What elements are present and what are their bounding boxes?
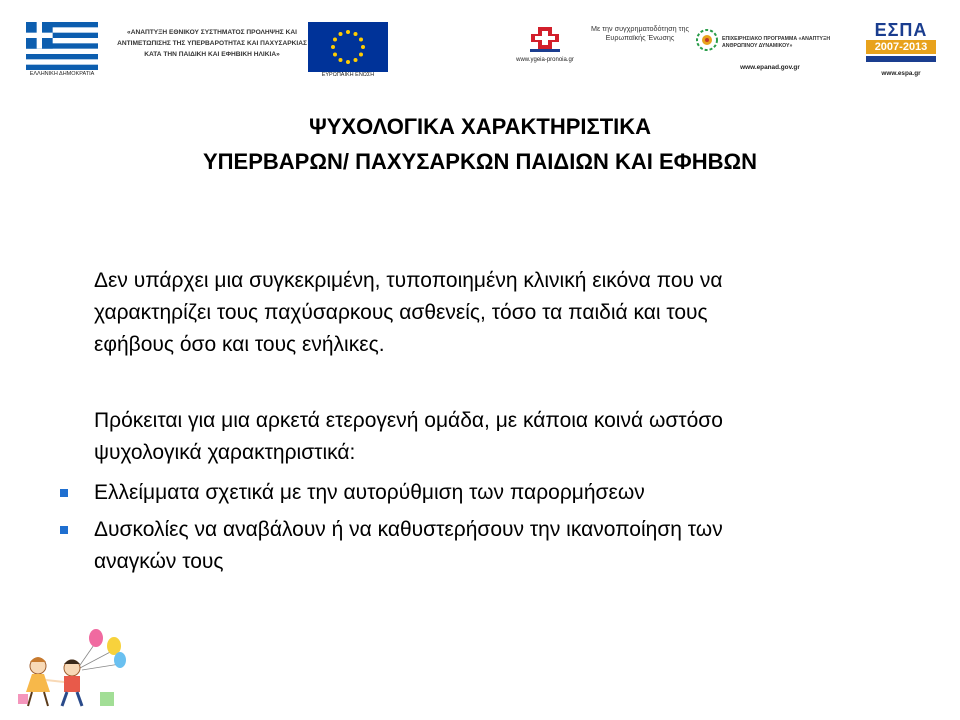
slide-title-line-2: ΥΠΕΡΒΑΡΩΝ/ ΠΑΧΥΣΑΡΚΩΝ ΠΑΙΔΙΩΝ ΚΑΙ ΕΦΗΒΩΝ [202,149,757,174]
traits-paragraph-line-2: ψυχολογικά χαρακτηριστικά: [94,441,356,464]
bullet-square-icon [60,489,68,497]
children-balloons-illustration [16,628,128,710]
eu-cofunding-text: Με την συγχρηματοδότηση της Ευρωπαϊκής Ένωσης [591,24,689,42]
traits-paragraph [94,405,914,469]
hrd-program-text: ΕΠΙΧΕΙΡΗΣΙΑΚΟ ΠΡΟΓΡΑΜΜΑ «ΑΝΑΠΤΥΞΗ ΑΝΘΡΩΠΙΝΟΥ ΔΥΝΑΜΙΚΟΥ» [722,36,831,49]
bullet-text-line-1: Δυσκολίες να αναβάλουν ή να καθυστερήσουν την ικανοποίηση των [94,518,723,541]
hrd-program-url: www.epanad.gov.gr [740,64,800,71]
eu-flag-caption: ΕΥΡΩΠΑΪΚΗ ΕΝΩΣΗ [321,72,375,78]
sponsor-logo-bar [0,0,960,90]
intro-paragraph-line-2: χαρακτηρίζει τους παχύσαρκους ασθενείς, τόσο τα παιδιά και τους [94,301,708,324]
greek-flag-caption: ΕΛΛΗΝΙΚΗ ΔΗΜΟΚΡΑΤΙΑ [29,71,95,77]
bullet-square-icon [60,526,68,534]
espa-logo [862,20,940,64]
intro-paragraph [94,265,914,361]
observatory-program-text: «ΑΝΑΠΤΥΞΗ ΕΘΝΙΚΟΥ ΣΥΣΤΗΜΑΤΟΣ ΠΡΟΛΗΨΗΣ ΚΑΙ ΑΝΤΙΜΕΤΩΠΙΣΗΣ ΤΗΣ ΥΠΕΡΒΑΡΟΤΗΤΑΣ ΚΑΙ ΠΑΧΥΣΑΡΚΙΑΣ ΚΑΤΑ ΤΗΝ ΠΑΙΔΙΚΗ ΚΑΙ ΕΦΗΒΙΚΗ ΗΛΙΚΙΑ» [117,29,307,58]
intro-paragraph-line-3: εφήβους όσο και τους ενήλικες. [94,333,385,356]
ministry-url: www.ygeia-pronoia.gr [516,57,574,63]
eu-flag-logo [308,22,388,72]
bullet-text [94,514,914,578]
bullet-text [94,477,914,509]
ministry-cross-logo [528,25,562,53]
slide-title-line-1: ΨΥΧΟΛΟΓΙΚΑ ΧΑΡΑΚΤΗΡΙΣΤΙΚΑ [308,114,652,139]
espa-logo-label: ΕΣΠΑ [874,20,928,40]
espa-url: www.espa.gr [881,70,921,77]
hrd-program-logo [695,28,719,52]
espa-logo-stripe [866,56,936,62]
traits-paragraph-line-1: Πρόκειται για μια αρκετά ετερογενή ομάδα, με κάποια κοινά ωστόσο [94,409,723,432]
espa-logo-years: 2007-2013 [866,40,936,54]
greek-flag-logo [22,22,102,70]
bullet-text-line-1: Ελλείμματα σχετικά με την αυτορύθμιση των παρορμήσεων [94,481,645,504]
intro-paragraph-line-1: Δεν υπάρχει μια συγκεκριμένη, τυποποιημένη κλινική εικόνα που να [94,269,723,292]
bullet-text-line-2: αναγκών τους [94,550,224,573]
